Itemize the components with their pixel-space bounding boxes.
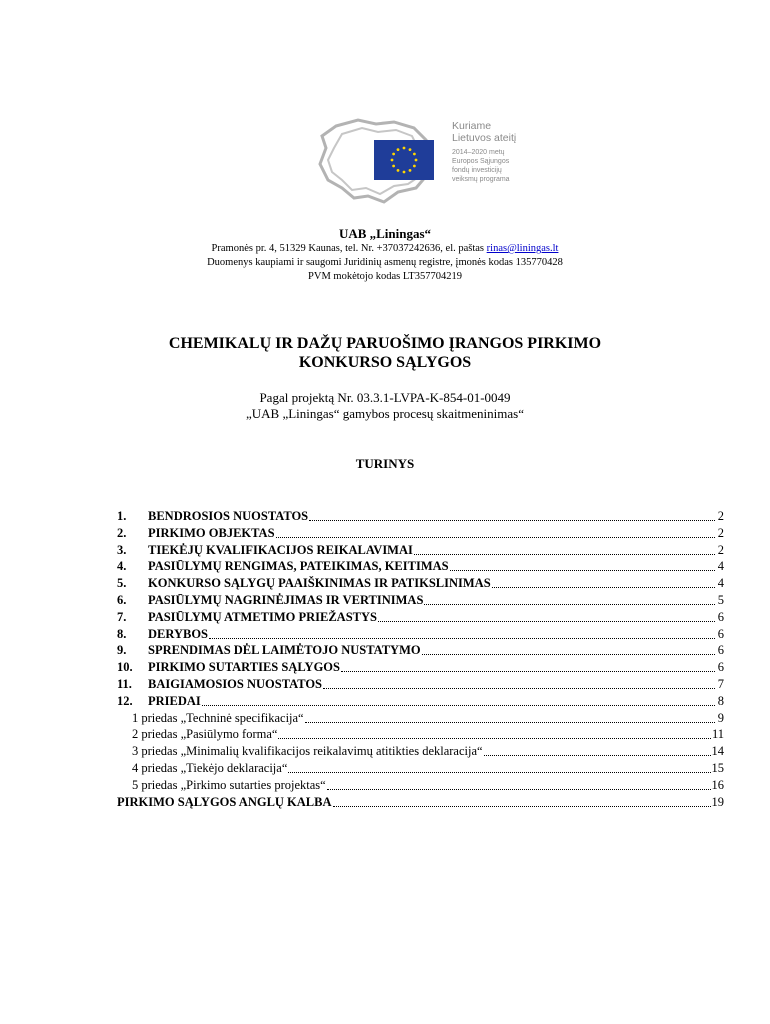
toc-entry[interactable] — [117, 693, 724, 710]
eu-funds-logo — [318, 118, 538, 204]
toc-leader-dots — [202, 693, 715, 706]
eu-star-icon — [392, 153, 395, 156]
toc-entry[interactable] — [117, 676, 724, 693]
toc-entry[interactable] — [117, 558, 724, 575]
eu-star-icon — [391, 159, 394, 162]
toc-leader-dots — [484, 743, 711, 756]
toc-entry-label: PIRKIMO SĄLYGOS ANGLŲ KALBA — [117, 794, 332, 809]
toc-entry-label: SPRENDIMAS DĖL LAIMĖTOJO NUSTATYMO — [148, 643, 421, 658]
toc-entry-label: PASIŪLYMŲ ATMETIMO PRIEŽASTYS — [148, 609, 377, 624]
toc-entry-label: BENDROSIOS NUOSTATOS — [148, 509, 309, 523]
toc-heading: TURINYS — [355, 456, 415, 471]
toc-entry-number: 12. — [117, 693, 133, 708]
logo-line-2: Lietuvos ateitį — [452, 132, 517, 144]
eu-star-icon — [409, 169, 412, 172]
toc-entry-label: PIRKIMO SUTARTIES SĄLYGOS — [148, 660, 340, 675]
toc-entry-page: 6 — [717, 609, 724, 624]
toc-annex-label: 1 priedas „Techninė specifikacija“ — [132, 710, 304, 725]
toc-entry-number: 10. — [117, 660, 133, 675]
toc-leader-dots — [422, 642, 715, 655]
eu-star-icon — [397, 148, 400, 151]
company-header — [0, 226, 770, 284]
toc-entry[interactable] — [117, 525, 724, 542]
document-title — [0, 334, 770, 372]
toc-annex-label: 5 priedas „Pirkimo sutarties projektas“ — [132, 777, 326, 792]
toc-entry-number: 4. — [117, 559, 127, 574]
toc-annex-page: 16 — [711, 777, 724, 792]
eu-star-icon — [409, 148, 412, 151]
toc-leader-dots — [305, 710, 715, 723]
logo-program-text — [452, 148, 552, 184]
toc-entry-label: TIEKĖJŲ KVALIFIKACIJOS REIKALAVIMAI — [148, 542, 413, 557]
toc-annex-label: 2 priedas „Pasiūlymo forma“ — [132, 727, 278, 742]
toc-entry-label: KONKURSO SĄLYGŲ PAAIŠKINIMAS IR PATIKSLINIMAS — [148, 576, 491, 591]
toc-entry[interactable] — [117, 575, 724, 592]
toc-annex-page: 15 — [711, 760, 724, 775]
project-name: „UAB „Liningas“ gamybos procesų skaitmeninimas“ — [246, 406, 524, 421]
toc-entry-page: 5 — [717, 592, 724, 607]
toc-leader-dots — [209, 626, 715, 639]
company-registry: Duomenys kaupiami ir saugomi Juridinių asmenų registre, įmonės kodas 135770428 — [207, 257, 563, 268]
toc-leader-dots — [327, 777, 711, 790]
toc-entry-page: 19 — [711, 794, 724, 809]
toc-entry[interactable] — [117, 642, 724, 659]
toc-leader-dots — [309, 508, 715, 521]
toc-entry-label: BAIGIAMOSIOS NUOSTATOS — [148, 676, 323, 691]
toc-annex-entry[interactable] — [117, 760, 724, 777]
toc-leader-dots — [341, 659, 715, 672]
toc-entry-number: 8. — [117, 626, 127, 641]
toc-annex-entry[interactable] — [117, 710, 724, 727]
toc-entry-page: 2 — [717, 542, 724, 557]
toc-annex-entry[interactable] — [117, 726, 724, 743]
logo-small-line: veiksmų programa — [452, 176, 510, 183]
document-title-line-1: CHEMIKALŲ IR DAŽŲ PARUOŠIMO ĮRANGOS PIRKIMO — [168, 335, 602, 352]
toc-entry-number: 3. — [117, 542, 127, 557]
toc-entry[interactable] — [117, 508, 724, 525]
toc-leader-dots — [276, 525, 715, 538]
toc-leader-dots — [424, 592, 715, 605]
toc-entry-label: PASIŪLYMŲ RENGIMAS, PATEIKIMAS, KEITIMAS — [148, 559, 449, 574]
eu-star-icon — [392, 165, 395, 168]
company-email-link[interactable]: rinas@liningas.lt — [486, 243, 559, 254]
toc-entry-number: 5. — [117, 576, 127, 591]
company-name: UAB „Liningas“ — [338, 226, 432, 241]
eu-star-icon — [397, 169, 400, 172]
toc-annex-label: 3 priedas „Minimalių kvalifikacijos reikalavimų atitikties deklaracija“ — [132, 744, 483, 759]
toc-entry-page: 4 — [717, 576, 724, 591]
toc-entry-english[interactable] — [117, 794, 724, 811]
logo-small-line: 2014–2020 metų — [452, 149, 505, 156]
company-vat: PVM mokėtojo kodas LT357704219 — [308, 271, 462, 282]
toc-entry-page: 7 — [717, 676, 724, 691]
toc-entry[interactable] — [117, 592, 724, 609]
toc-annex-page: 9 — [717, 710, 724, 725]
toc-entry-page: 2 — [717, 525, 724, 540]
toc-leader-dots — [492, 575, 715, 588]
toc-leader-dots — [378, 609, 715, 622]
toc-leader-dots — [288, 760, 710, 773]
toc-annex-page: 14 — [711, 744, 724, 759]
toc-entry-page: 2 — [717, 509, 724, 523]
toc-annex-page: 11 — [711, 727, 724, 742]
toc-leader-dots — [414, 542, 715, 555]
eu-star-icon — [413, 165, 416, 168]
toc-entry[interactable] — [117, 542, 724, 559]
logo-small-line: fondų investicijų — [452, 167, 502, 174]
toc-entry[interactable] — [117, 626, 724, 643]
project-number: Pagal projektą Nr. 03.3.1-LVPA-K-854-01-0049 — [259, 390, 511, 405]
toc-entry[interactable] — [117, 609, 724, 626]
toc-leader-dots — [333, 794, 711, 807]
table-of-contents — [117, 508, 724, 810]
toc-entry-number: 2. — [117, 525, 127, 540]
toc-entry-number: 9. — [117, 643, 127, 658]
toc-entry-number: 1. — [117, 509, 127, 523]
toc-entry[interactable] — [117, 659, 724, 676]
toc-entry-page: 4 — [717, 559, 724, 574]
logo-slogan — [452, 120, 552, 184]
toc-leader-dots — [323, 676, 715, 689]
eu-star-icon — [413, 153, 416, 156]
logo-line-1: Kuriame — [452, 120, 492, 132]
toc-entry-page: 6 — [717, 660, 724, 675]
toc-entry-label: PASIŪLYMŲ NAGRINĖJIMAS IR VERTINIMAS — [148, 592, 424, 607]
eu-star-icon — [403, 171, 406, 174]
eu-star-icon — [403, 147, 406, 150]
logo-small-line: Europos Sąjungos — [452, 158, 510, 165]
toc-entry-label: DERYBOS — [148, 626, 208, 641]
toc-leader-dots — [450, 558, 715, 571]
toc-entry-number: 11. — [117, 676, 132, 691]
toc-leader-dots — [278, 726, 711, 739]
toc-entry-page: 6 — [717, 626, 724, 641]
toc-entry-number: 6. — [117, 592, 127, 607]
toc-entry-page: 6 — [717, 643, 724, 658]
toc-entry-label: PRIEDAI — [148, 693, 201, 708]
toc-entry-page: 8 — [717, 693, 724, 708]
eu-star-icon — [415, 159, 418, 162]
toc-annex-entry[interactable] — [117, 743, 724, 760]
project-reference — [0, 390, 770, 422]
toc-entry-number: 7. — [117, 609, 127, 624]
toc-annex-label: 4 priedas „Tiekėjo deklaracija“ — [132, 760, 288, 775]
lithuania-map-eu-flag-icon — [318, 118, 448, 204]
toc-annex-entry[interactable] — [117, 777, 724, 794]
company-address-text: Pramonės pr. 4, 51329 Kaunas, tel. Nr. +37037242636, el. paštas — [211, 243, 487, 254]
document-title-line-2: KONKURSO SĄLYGOS — [298, 354, 472, 371]
company-address — [0, 242, 770, 256]
toc-entry-label: PIRKIMO OBJEKTAS — [148, 525, 275, 540]
